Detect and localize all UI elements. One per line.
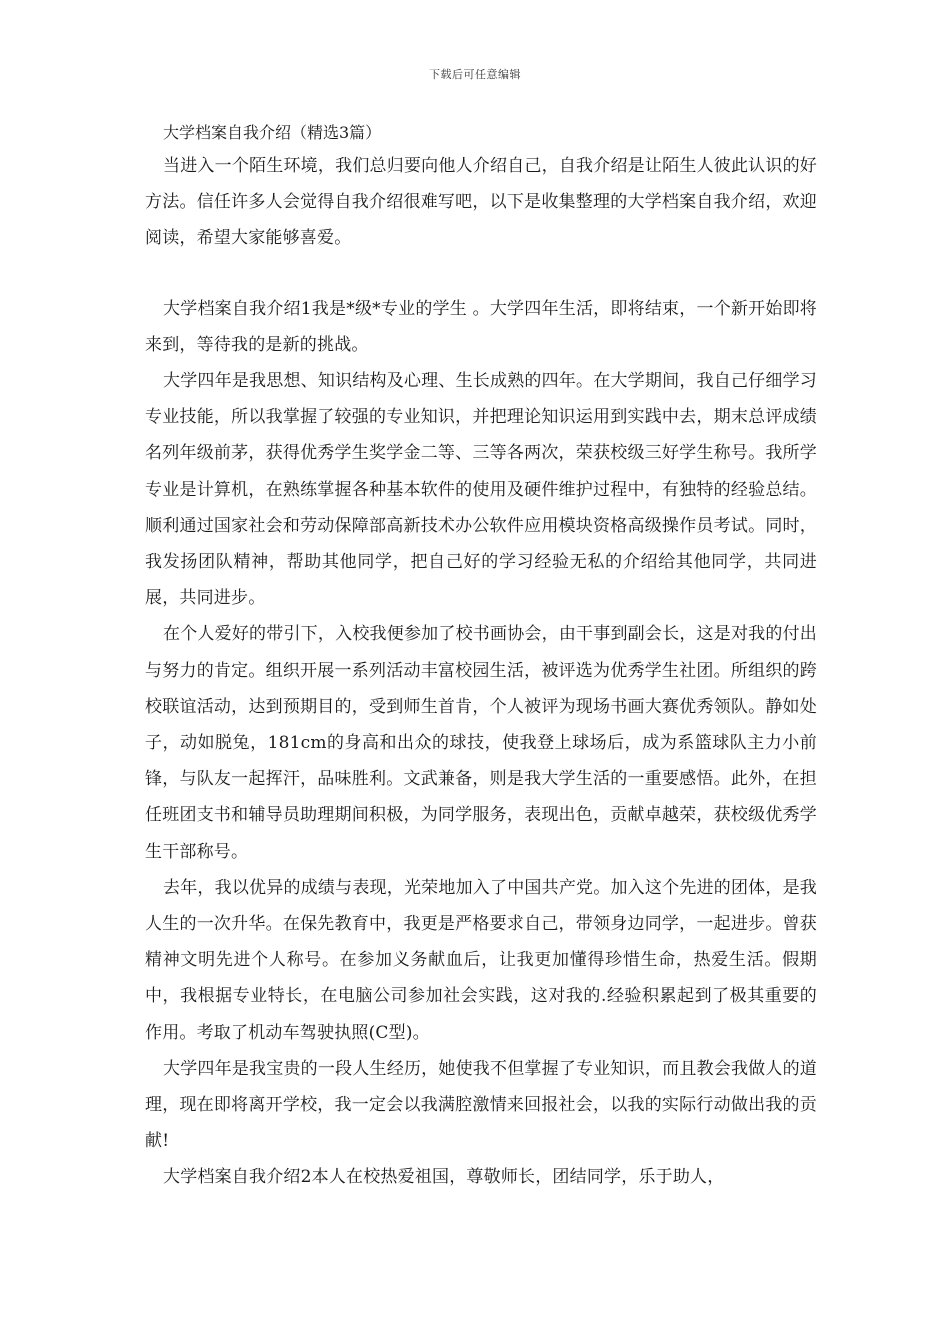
body-paragraph: 大学四年是我思想、知识结构及心理、生长成熟的四年。在大学期间，我自己仔细学习专业技能，所以我掌握了较强的专业知识，并把理论知识运用到实践中去，期末总评成绩名列年级前茅，获得优秀学生奖学金二等、三等各两次，荣获校级三好学生称号。我所学专业是计算机，在熟练掌握各种基本软件的使用及硬件维护过程中，有独特的经验总结。顺利通过国家社会和劳动保障部高新技术办公软件应用模块资格高级操作员考试。同时，我发扬团队精神，帮助其他同学，把自己好的学习经验无私的介绍给其他同学，共同进展，共同进步。 — [145, 371, 817, 609]
page-header-note: 下载后可任意编辑 — [429, 68, 521, 81]
body-paragraph: 大学档案自我介绍2本人在校热爱祖国，尊敬师长，团结同学，乐于助人， — [163, 1167, 725, 1188]
document-title: 大学档案自我介绍（精选3篇） — [163, 123, 382, 142]
body-paragraph: 大学四年是我宝贵的一段人生经历，她使我不但掌握了专业知识，而且教会我做人的道理，现在即将离开学校，我一定会以我满腔激情来回报社会，以我的实际行动做出我的贡献! — [145, 1058, 817, 1152]
paragraph-spacer — [145, 257, 817, 291]
body-paragraph: 大学档案自我介绍1我是*级*专业的学生 。大学四年生活，即将结束，一个新开始即将来到，等待我的是新的挑战。 — [145, 298, 817, 355]
intro-paragraph: 当进入一个陌生环境，我们总归要向他人介绍自己，自我介绍是让陌生人彼此认识的好方法。信任许多人会觉得自我介绍很难写吧，以下是收集整理的大学档案自我介绍，欢迎阅读，希望大家能够喜爱。 — [145, 156, 817, 249]
document-body — [145, 118, 817, 1196]
body-paragraph: 在个人爱好的带引下，入校我便参加了校书画协会，由干事到副会长，这是对我的付出与努力的肯定。组织开展一系列活动丰富校园生活，被评选为优秀学生社团。所组织的跨校联谊活动，达到预期目的，受到师生首肯，个人被评为现场书画大赛优秀领队。静如处子，动如脱兔，181cm的身高和出众的球技，使我登上球场后，成为系篮球队主力小前锋，与队友一起挥汗，品味胜利。文武兼备，则是我大学生活的一重要感悟。此外，在担任班团支书和辅导员助理期间积极，为同学服务，表现出色，贡献卓越荣，获校级优秀学生干部称号。 — [145, 624, 817, 862]
body-paragraph: 去年，我以优异的成绩与表现，光荣地加入了中国共产党。加入这个先进的团体，是我人生的一次升华。在保先教育中，我更是严格要求自己，带领身边同学，一起进步。曾获精神文明先进个人称号。在参加义务献血后，让我更加懂得珍惜生命，热爱生活。假期中，我根据专业特长，在电脑公司参加社会实践，这对我的.经验积累起到了极其重要的作用。考取了机动车驾驶执照(C型)。 — [145, 877, 817, 1043]
